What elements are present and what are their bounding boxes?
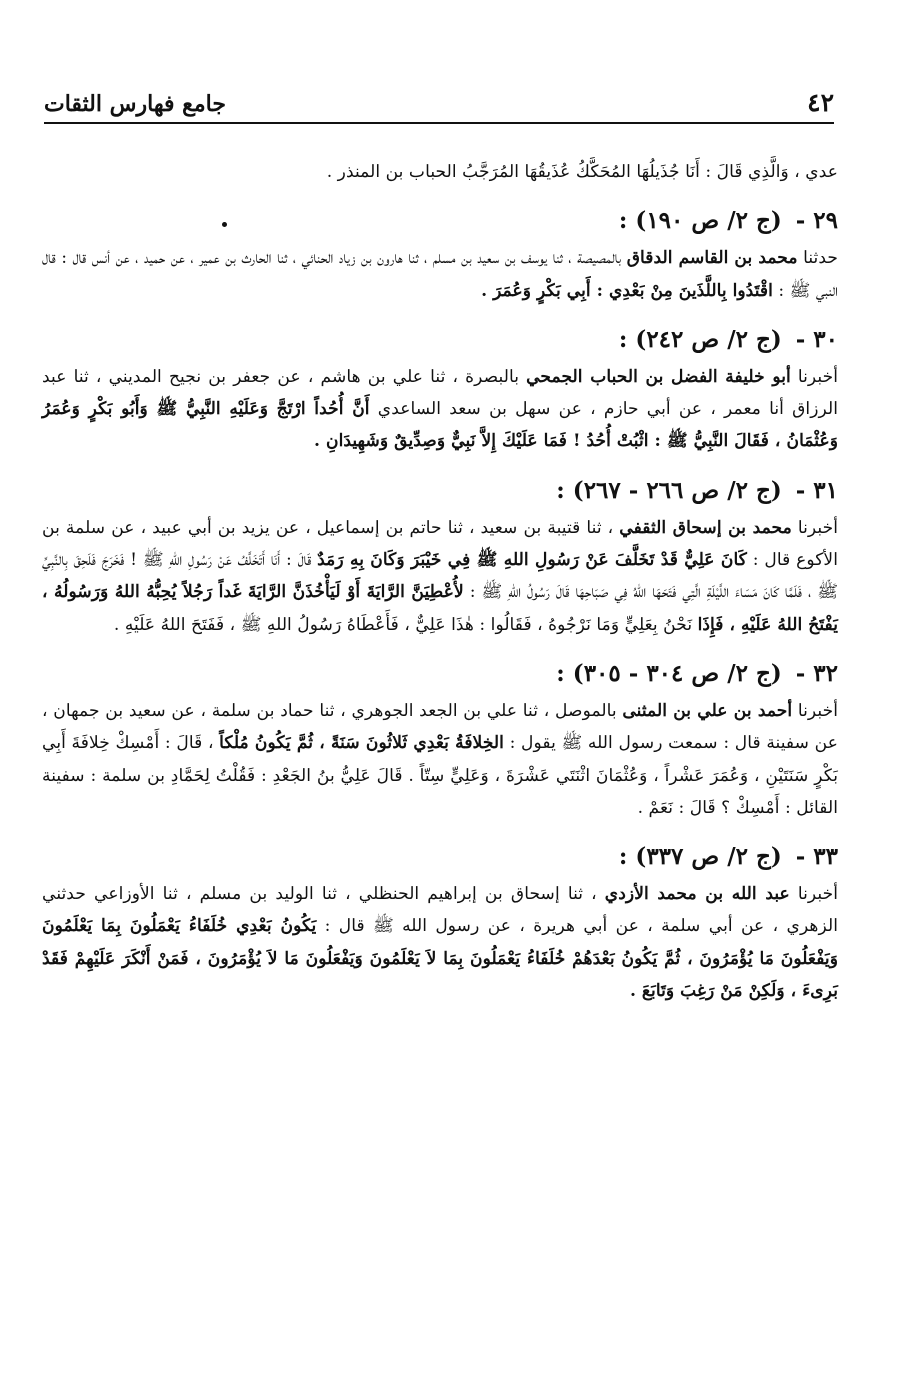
text-run: ، قَالَ : أَمْسِكْ خِلافَةَ أَبِي بَكْرٍ سَنَتَيْنِ ، وَعُمَرَ عَشْراً ، وَعُثْمَانَ اثْنَتَي عَشْرَةَ ، وَعَلِيٍّ سِتّاً . قَالَ عَلِيُّ بنُ الجَعْدِ : فَقُلْتُ لِحَمَّادِ بن سلمة : سفينة القائل : أَمْسِكْ ؟ قَالَ : نَعَمْ .: [42, 733, 838, 818]
text-run: أخبرنا: [791, 517, 838, 538]
text-run: أخبرنا: [792, 700, 839, 721]
page-number: ٤٢: [807, 88, 834, 117]
entry-reference: (ج ٢/ ص ٢٤٢) :: [618, 325, 782, 353]
entry-heading: ٣٢ - (ج ٢/ ص ٣٠٤ - ٣٠٥) :: [42, 657, 838, 691]
intro-line: عدي ، وَالَّذِي قَالَ : أَنَا جُذَيلُهَا المُحَكَّكُ عُذَيقُهَا المُرَجَّبُ الحباب بن المنذر .: [326, 162, 838, 182]
text-run: بالمصيصة ، ثنا يوسف بن سعيد بن مسلم ، ثنا هارون بن زياد الحنائي ، ثنا الحارث بن عمير ، عن حميد ، عن أنس قال : قال النبي ﷺ :: [42, 248, 838, 301]
text-run: ، ثنا قتيبة بن سعيد ، ثنا حاتم بن إسماعيل ، عن يزيد بن أبي عبيد ، عن سلمة بن الأكوع قال :: [42, 517, 838, 571]
entry-number: ٣٢: [813, 659, 838, 687]
hadith-text: يَكُونُ بَعْدِي خُلَفَاءُ يَعْمَلُونَ بِمَا يَعْلَمُونَ وَيَفْعَلُونَ مَا يُؤْمَرُونَ ، ثُمَّ يَكُونُ بَعْدَهُمْ خُلَفَاءُ يَعْمَلُونَ بِمَا لاَ يَعْلَمُونَ وَيَفْعَلُونَ مَا لاَ يُؤْمَرُونَ ، فَمَنْ أَنْكَرَ عَلَيْهِمْ فَقَدْ بَرِىءَ ، وَلَكِنْ مَنْ رَغِبَ وَتَابَعَ .: [42, 916, 838, 1002]
narrator-name: أبو خليفة الفضل بن الحباب الجمحي: [526, 366, 791, 387]
entry-number: ٢٩: [813, 207, 838, 235]
narrator-name: محمد بن إسحاق الثقفي: [619, 517, 792, 538]
text-run: بالبصرة ، ثنا علي بن هاشم ، عن جعفر بن نجيح المديني ، ثنا عبد الرزاق أنا معمر ، عن أبي حازم ، عن سهل بن سعد الساعدي: [42, 366, 838, 420]
hadith-text: أَنَّ أُحُداً ارْتَجَّ وَعَلَيْهِ النَّبِيُّ ﷺ وَأَبُو بَكْرٍ وَعُمَرُ وَعُثْمَانُ ، فَقَالَ النَّبِيُّ ﷺ : اثْبُتْ أُحُدُ ! فَمَا عَلَيْكَ إِلاَّ نَبِيٌّ وَصِدِّيقٌ وَشَهِيدَانِ .: [42, 399, 838, 452]
entry-heading: ٣٣ - (ج ٢/ ص ٣٣٧) :: [42, 840, 838, 874]
entry-reference: (ج ٢/ ص ٣٠٤ - ٣٠٥) :: [556, 659, 782, 687]
text-run: حدثنا: [797, 248, 838, 269]
narrator-name: أحمد بن علي بن المثنى: [622, 700, 793, 721]
page-body: [42, 156, 838, 1007]
entry-number: ٣٣: [813, 843, 838, 871]
hadith-text: كَانَ عَلِيٌّ قَدْ تَخَلَّفَ عَنْ رَسُولِ اللهِ ﷺ فِي خَيْبَرَ وَكَانَ بِهِ رَمَدٌ: [317, 550, 747, 571]
text-run: بالموصل ، ثنا علي بن الجعد الجوهري ، ثنا حماد بن سلمة ، عن سعيد بن جمهان ، عن سفينة قال : سمعت رسول الله ﷺ يقول :: [42, 700, 839, 754]
text-run: أخبرنا: [790, 366, 839, 387]
entry-reference: (ج ٢/ ص ٣٣٧) :: [618, 843, 782, 871]
entry-number: ٣٠: [813, 325, 838, 353]
narrator-name: محمد بن القاسم الدقاق: [626, 248, 798, 269]
entry-30: [42, 323, 838, 458]
entry-heading: ٢٩ - (ج ٢/ ص ١٩٠) :: [42, 204, 838, 238]
entry-text: [42, 242, 838, 307]
entry-number: ٣١: [813, 476, 838, 504]
entry-text: [42, 512, 838, 641]
hadith-text: لأُعْطِيَنَّ الرَّايَةَ أَوْ لَيَأْخُذَنَّ الرَّايَةَ غَداً رَجُلاً يُحِبُّهُ اللهُ وَرَسُولُهُ ، يَفْتَحُ اللهُ عَلَيْهِ ، فَإِذَا: [42, 582, 838, 635]
page-header: [44, 84, 834, 124]
entry-heading: ٣١ - (ج ٢/ ص ٢٦٦ - ٢٦٧) :: [42, 474, 838, 508]
entry-heading: ٣٠ - (ج ٢/ ص ٢٤٢) :: [42, 323, 838, 357]
hadith-text: الخِلافَةُ بَعْدِي ثَلاثُونَ سَنَةً ، ثُمَّ يَكُونُ مُلْكاً: [219, 733, 504, 754]
scan-speck: [222, 222, 227, 227]
entry-32: [42, 657, 838, 824]
entry-text: [42, 695, 838, 824]
entry-29: [42, 204, 838, 307]
text-run: قَالَ : أَنَا أَتَخَلَّفُ عَنْ رَسُولِ اللهِ ﷺ ! فَخَرَجَ فَلَحِقَ بِالنَّبِيِّ ﷺ ، فَلَمَّا كَانَ مَسَاءَ اللَّيْلَةِ الَّتِي فَتَحَهَا اللهُ فِي صَبَاحِهَا قَالَ رَسُولُ اللهِ ﷺ :: [42, 550, 838, 603]
entry-text: [42, 361, 838, 458]
entry-reference: (ج ٢/ ص ١٩٠) :: [618, 207, 782, 235]
text-run: نَحْنُ بِعَلِيٍّ وَمَا نَرْجُوهُ ، فَقَالُوا : هٰذَا عَلِيٌّ ، فَأَعْطَاهُ رَسُولُ اللهِ ﷺ ، فَفَتَحَ اللهُ عَلَيْهِ .: [113, 614, 698, 635]
running-title: جامع فهارس الثقات: [44, 91, 226, 117]
hadith-text: اقْتَدُوا بِاللَّذَينَ مِنْ بَعْدِي : أَبِي بَكْرٍ وَعُمَرَ .: [481, 280, 773, 301]
entry-text: [42, 878, 838, 1007]
text-run: ، ثنا إسحاق بن إبراهيم الحنظلي ، ثنا الوليد بن مسلم ، ثنا الأوزاعي حدثني الزهري ، عن أبي سلمة ، عن أبي هريرة ، عن رسول الله ﷺ قال :: [42, 884, 838, 937]
entry-31: [42, 474, 838, 641]
entry-33: [42, 840, 838, 1007]
text-run: أخبرنا: [789, 884, 838, 905]
entry-reference: (ج ٢/ ص ٢٦٦ - ٢٦٧) :: [556, 476, 782, 504]
narrator-name: عبد الله بن محمد الأزدي: [604, 884, 790, 905]
